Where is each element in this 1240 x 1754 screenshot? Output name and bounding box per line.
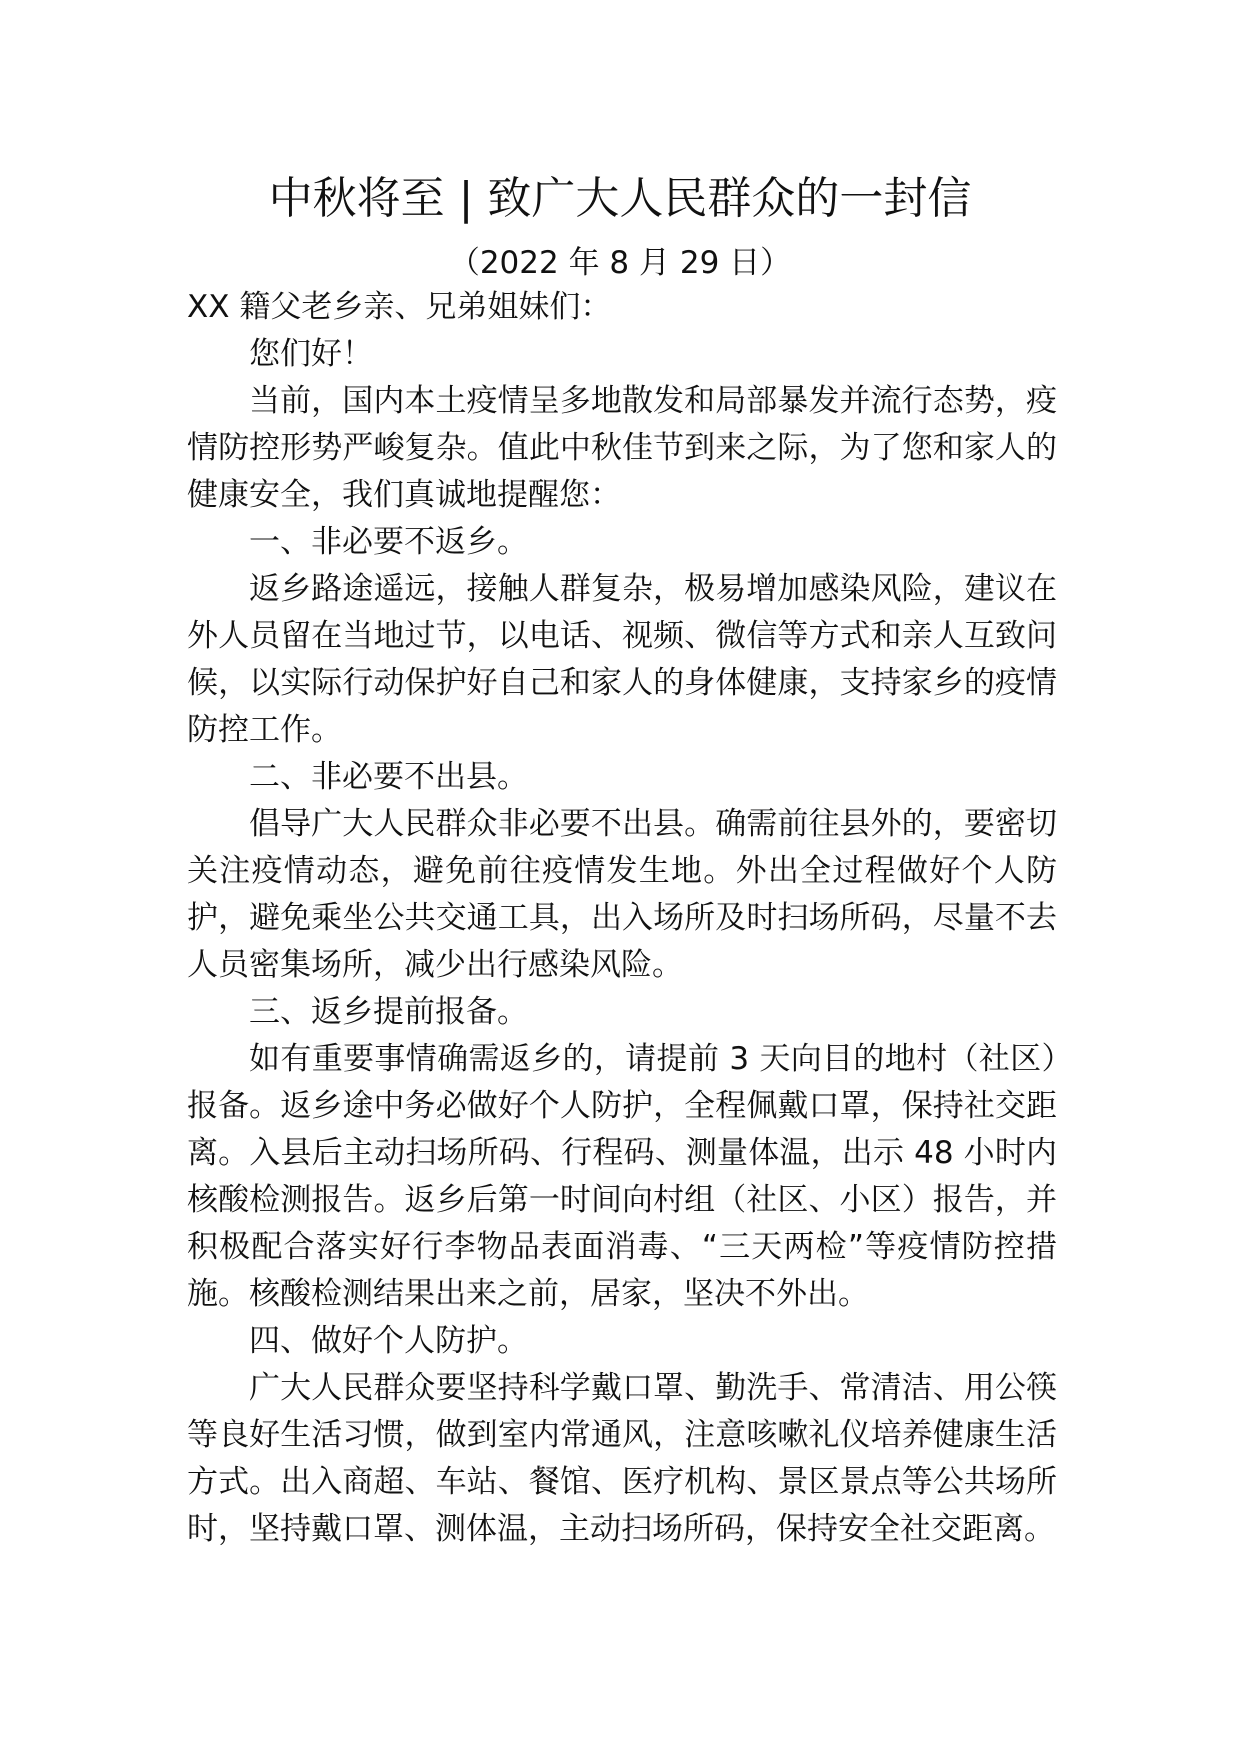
section-body-1: 返乡路途遥远，接触人群复杂，极易增加感染风险，建议在外人员留在当地过节，以电话、视频、微信等方式和亲人互致问候，以实际行动保护好自己和家人的身体健康，支持家乡的疫情防控工作。 — [187, 571, 1057, 748]
letter-body — [187, 284, 1057, 1553]
section-body-4: 广大人民群众要坚持科学戴口罩、勤洗手、常清洁、用公筷等良好生活习惯，做到室内常通风，注意咳嗽礼仪培养健康生活方式。出入商超、车站、餐馆、医疗机构、景区景点等公共场所时，坚持戴口罩、测体温，主动扫场所码，保持安全社交距离。 — [187, 1370, 1057, 1547]
salutation: XX 籍父老乡亲、兄弟姐妹们： — [187, 289, 612, 325]
document-date: （2022 年 8 月 29 日） — [448, 245, 792, 281]
greeting: 您们好！ — [249, 336, 373, 372]
section-heading-4: 四、做好个人防护。 — [249, 1323, 528, 1359]
intro-paragraph: 当前，国内本土疫情呈多地散发和局部暴发并流行态势，疫情防控形势严峻复杂。值此中秋佳节到来之际，为了您和家人的健康安全，我们真诚地提醒您： — [187, 383, 1057, 513]
section-body-2: 倡导广大人民群众非必要不出县。确需前往县外的，要密切关注疫情动态，避免前往疫情发生地。外出全过程做好个人防护，避免乘坐公共交通工具，出入场所及时扫场所码，尽量不去人员密集场所，减少出行感染风险。 — [187, 806, 1057, 983]
section-heading-2: 二、非必要不出县。 — [249, 759, 528, 795]
section-body-3: 如有重要事情确需返乡的，请提前 3 天向目的地村（社区）报备。返乡途中务必做好个人防护，全程佩戴口罩，保持社交距离。入县后主动扫场所码、行程码、测量体温，出示 48 小时内核酸检测报告。返乡后第一时间向村组（社区、小区）报告，并积极配合落实好行李物品表面消毒、“三天两检”等疫情防控措施。核酸检测结果出来之前，居家，坚决不外出。 — [187, 1041, 1057, 1312]
section-heading-1: 一、非必要不返乡。 — [249, 524, 528, 560]
document-title: 中秋将至 | 致广大人民群众的一封信 — [268, 173, 972, 224]
section-heading-3: 三、返乡提前报备。 — [249, 994, 528, 1030]
